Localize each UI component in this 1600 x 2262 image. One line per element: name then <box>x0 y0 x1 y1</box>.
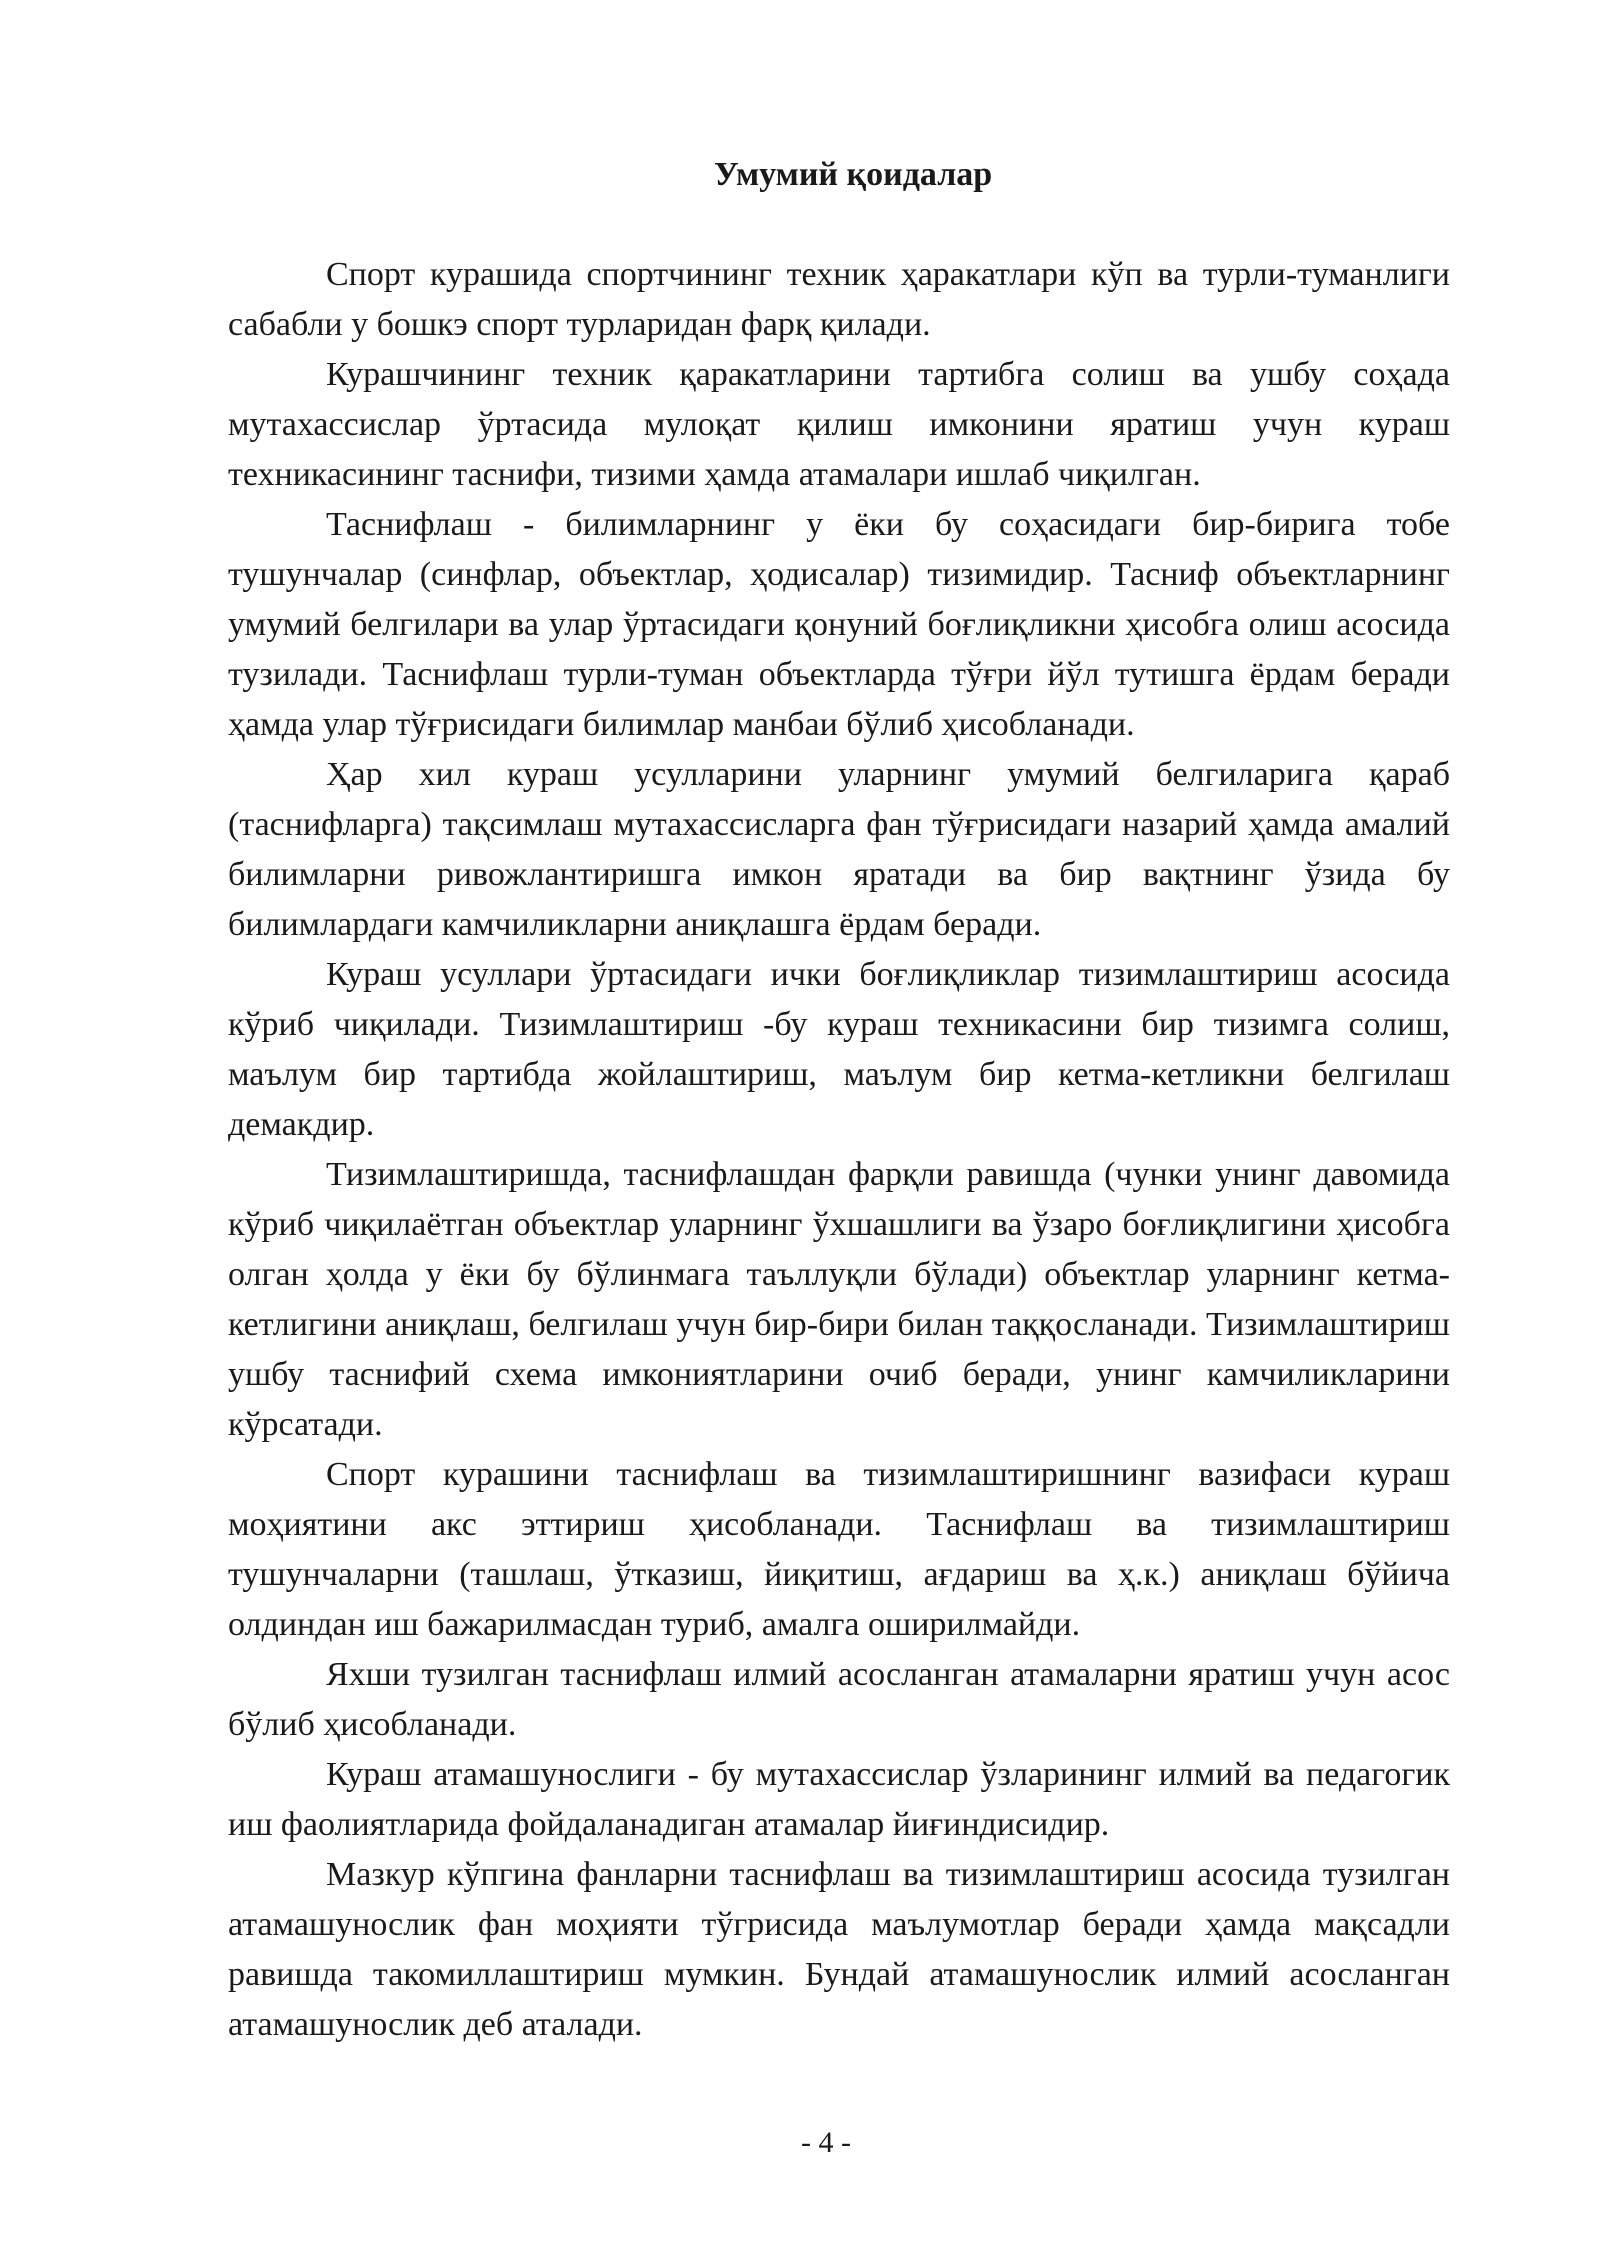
paragraph: Мазкур кўпгина фанларни таснифлаш ва тизимлаштириш асосида тузилган атамашунослик фан моҳияти тўгрисида маълумотлар беради ҳамда мақсадли равишда такомиллаштириш мумкин. Бундай атамашунослик илмий асосланган атамашунослик деб аталади. <box>228 1856 1450 2043</box>
page-title: Умумий қоидалар <box>713 156 993 193</box>
paragraph: Курашчининг техник қаракатларини тартибга солиш ва ушбу соҳада мутахассислар ўртасида мулоқат қилиш имконини яратиш учун кураш техникасининг таснифи, тизими ҳамда атамалари ишлаб чиқилган. <box>228 356 1450 493</box>
document-page <box>228 150 1450 2050</box>
paragraph: Кураш атамашунослиги - бу мутахассислар ўзларининг илмий ва педагогик иш фаолиятларида фойдаланадиган атамалар йиғиндисидир. <box>228 1756 1450 1843</box>
paragraph: Спорт курашини таснифлаш ва тизимлаштиришнинг вазифаси кураш моҳиятини акс эттириш ҳисобланади. Таснифлаш ва тизимлаштириш тушунчаларни (ташлаш, ўтказиш, йиқитиш, ағдариш ва ҳ.к.) аниқлаш бўйича олдиндан иш бажарилмасдан туриб, амалга оширилмайди. <box>228 1456 1450 1643</box>
page-number: - 4 - <box>801 2126 851 2159</box>
paragraph: Яхши тузилган таснифлаш илмий асосланган атамаларни яратиш учун асос бўлиб ҳисобланади. <box>228 1656 1450 1743</box>
paragraph: Тизимлаштиришда, таснифлашдан фарқли равишда (чунки унинг давомида кўриб чиқилаётган объектлар уларнинг ўхшашлиги ва ўзаро боғлиқлигини ҳисобга олган ҳолда у ёки бу бўлинмага таъллуқли бўлади) объектлар уларнинг кетма-кетлигини аниқлаш, белгилаш учун бир-бири билан таққосланади. Тизимлаштириш ушбу таснифий схема имкониятларини очиб беради, унинг камчиликларини кўрсатади. <box>228 1156 1450 1443</box>
paragraph: Таснифлаш - билимларнинг у ёки бу соҳасидаги бир-бирига тобе тушунчалар (синфлар, объектлар, ҳодисалар) тизимидир. Тасниф объектларнинг умумий белгилари ва улар ўртасидаги қонуний боғлиқликни ҳисобга олиш асосида тузилади. Таснифлаш турли-туман объектларда тўғри йўл тутишга ёрдам беради ҳамда улар тўғрисидаги билимлар манбаи бўлиб ҳисобланади. <box>228 506 1450 743</box>
paragraph: Ҳар хил кураш усулларини уларнинг умумий белгиларига қараб (таснифларга) тақсимлаш мутахассисларга фан тўғрисидаги назарий ҳамда амалий билимларни ривожлантиришга имкон яратади ва бир вақтнинг ўзида бу билимлардаги камчиликларни аниқлашга ёрдам беради. <box>228 756 1450 943</box>
paragraph: Кураш усуллари ўртасидаги ички боғлиқликлар тизимлаштириш асосида кўриб чиқилади. Тизимлаштириш -бу кураш техникасини бир тизимга солиш, маълум бир тартибда жойлаштириш, маълум бир кетма-кетликни белгилаш демакдир. <box>228 956 1450 1143</box>
paragraph: Спорт курашида спортчининг техник ҳаракатлари кўп ва турли-туманлиги сабабли у бошкэ спорт турларидан фарқ қилади. <box>228 256 1450 343</box>
